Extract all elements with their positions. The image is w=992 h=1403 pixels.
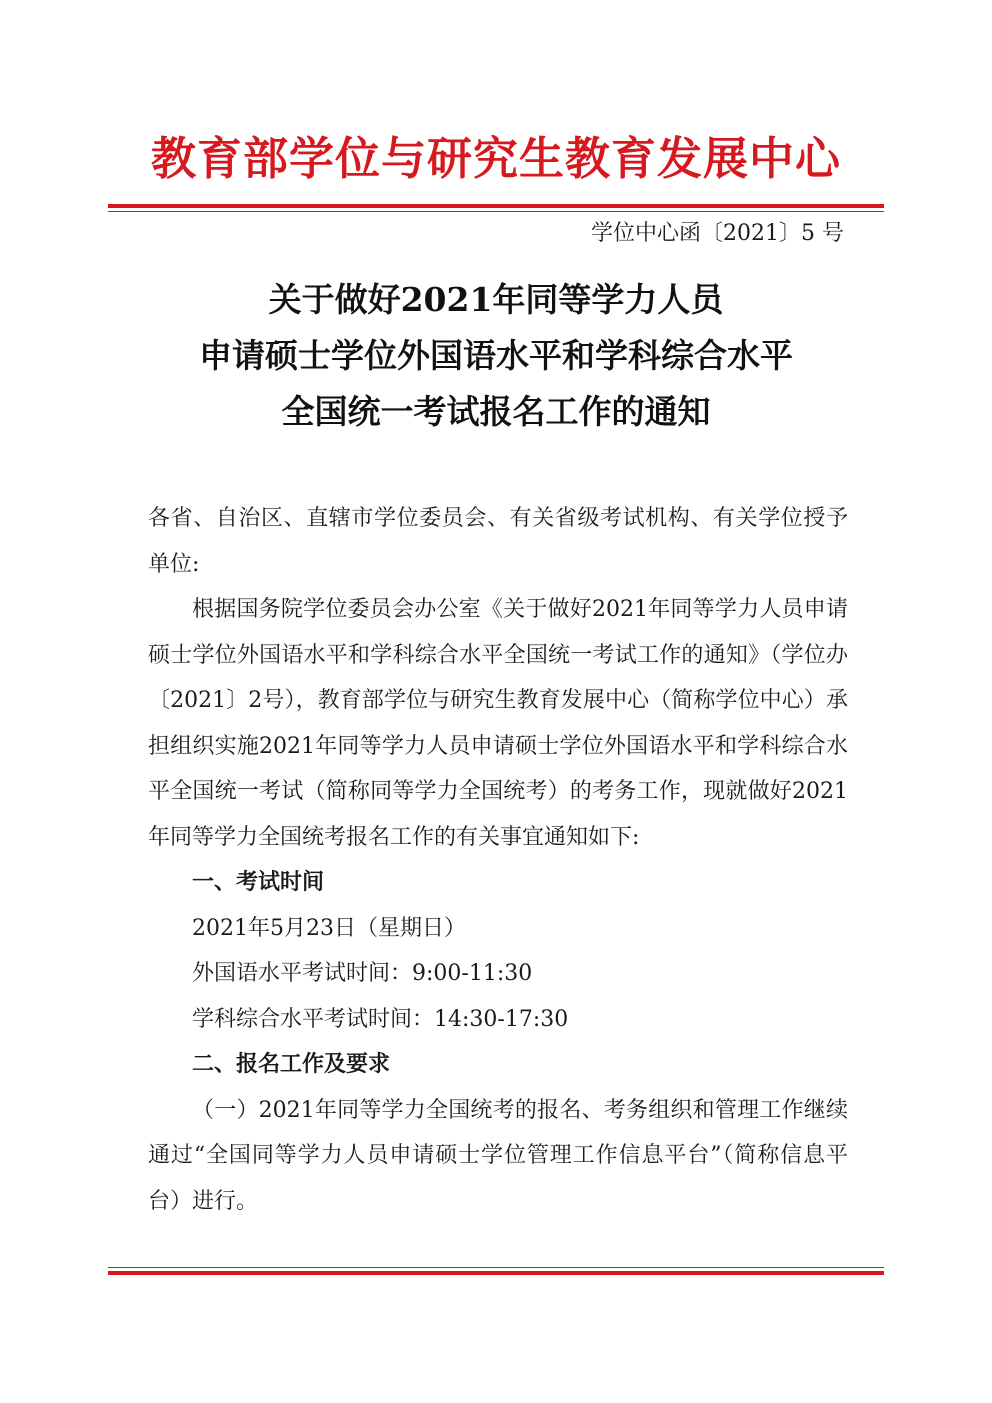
title-line-3: 全国统一考试报名工作的通知 — [281, 392, 711, 431]
title-line-2: 申请硕士学位外国语水平和学科综合水平 — [199, 336, 793, 375]
footer-rule-thick — [108, 1271, 884, 1275]
registration-item-1: （一）2021年同等学力全国统考的报名、考务组织和管理工作继续通过“全国同等学力人员申请硕士学位管理工作信息平台”（简称信息平台）进行。 — [148, 1097, 848, 1214]
letterhead-rule-thick — [108, 204, 884, 208]
section-heading-registration: 二、报名工作及要求 — [192, 1052, 391, 1077]
document-number: 学位中心函〔2021〕5 号 — [591, 221, 844, 246]
intro-paragraph: 根据国务院学位委员会办公室《关于做好2021年同等学力人员申请硕士学位外国语水平和学科综合水平全国统一考试工作的通知》（学位办〔2021〕2号），教育部学位与研究生教育发展中心（简称学位中心）承担组织实施2021年同等学力人员申请硕士学位外国语水平和学科综合水平全国统一考试（简称同等学力全国统考）的考务工作，现就做好2021年同等学力全国统考报名工作的有关事宜通知如下: — [148, 597, 848, 850]
footer-rule-thin — [108, 1267, 884, 1268]
salutation: 各省、自治区、直辖市学位委员会、有关省级考试机构、有关学位授予单位: — [148, 506, 848, 577]
org-letterhead: 教育部学位与研究生教育发展中心 — [150, 132, 841, 185]
document-title — [108, 272, 884, 440]
title-line-1: 关于做好2021年同等学力人员 — [268, 280, 724, 319]
section-heading-exam-time: 一、考试时间 — [192, 870, 325, 895]
letterhead-rule-thin — [108, 211, 884, 212]
exam-date: 2021年5月23日（星期日） — [192, 915, 466, 941]
foreign-language-exam-time: 外国语水平考试时间：9:00-11:30 — [192, 961, 533, 986]
document-body — [148, 496, 848, 1224]
subject-exam-time: 学科综合水平考试时间：14:30-17:30 — [192, 1006, 569, 1032]
